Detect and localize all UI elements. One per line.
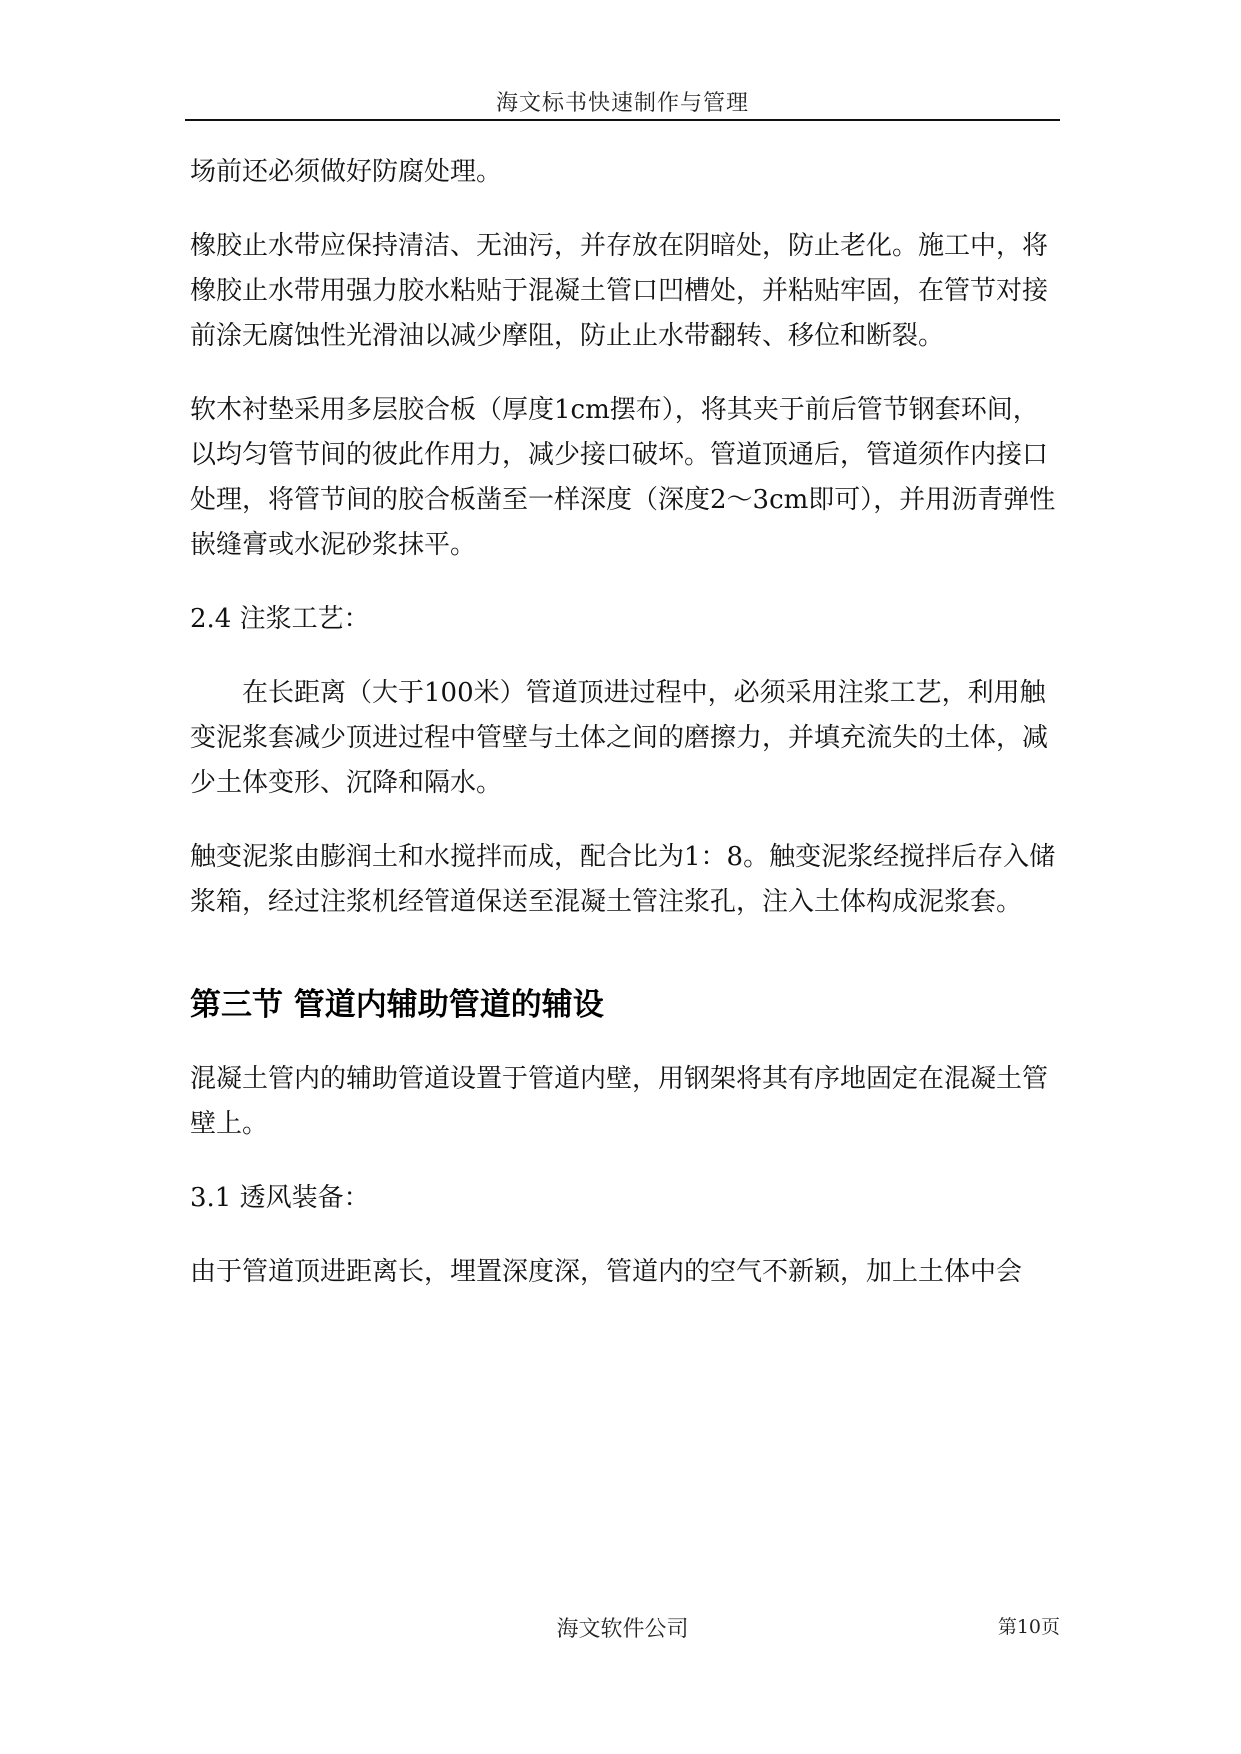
paragraph-ventilation: 由于管道顶进距离长，埋置深度深，管道内的空气不新颖，加上土体中会 bbox=[190, 1257, 1023, 1287]
paragraph-anticorrosion: 场前还必须做好防腐处理。 bbox=[190, 157, 503, 187]
page-header-title: 海文标书快速制作与管理 bbox=[495, 91, 749, 116]
paragraph-grouting-process: 在长距离（大于100米）管道顶进过程中，必须采用注浆工艺，利用触变泥浆套减少顶进过程中管壁与土体之间的磨擦力，并填充流失的土体，减少土体变形、沉降和隔水。 bbox=[190, 678, 1049, 798]
paragraph-rubber-waterstop: 橡胶止水带应保持清洁、无油污，并存放在阴暗处，防止老化。施工中，将橡胶止水带用强力胶水粘贴于混凝土管口凹槽处，并粘贴牢固，在管节对接前涂无腐蚀性光滑油以减少摩阻，防止止水带翻转、移位和断裂。 bbox=[190, 231, 1049, 351]
footer-company: 海文软件公司 bbox=[556, 1617, 689, 1642]
paragraph-thixotropic-slurry: 触变泥浆由膨润土和水搅拌而成，配合比为1：8。触变泥浆经搅拌后存入储浆箱，经过注浆机经管道保送至混凝土管注浆孔，注入土体构成泥浆套。 bbox=[190, 842, 1056, 917]
subheading-ventilation: 3.1 透风装备： bbox=[190, 1183, 370, 1213]
page-number: 第10页 bbox=[997, 1616, 1060, 1638]
paragraph-auxiliary-pipes: 混凝土管内的辅助管道设置于管道内壁，用钢架将其有序地固定在混凝土管壁上。 bbox=[190, 1064, 1049, 1139]
document-body bbox=[190, 150, 1060, 1324]
subheading-grouting: 2.4 注浆工艺： bbox=[190, 604, 370, 634]
section-heading: 第三节 管道内辅助管道的辅设 bbox=[190, 987, 604, 1023]
header-divider bbox=[185, 119, 1060, 121]
paragraph-cork-gasket: 软木衬垫采用多层胶合板（厚度1cm摆布），将其夹于前后管节钢套环间，以均匀管节间的彼此作用力，减少接口破坏。管道顶通后，管道须作内接口处理，将管节间的胶合板凿至一样深度（深度2～3cm即可），并用沥青弹性嵌缝膏或水泥砂浆抹平。 bbox=[190, 395, 1056, 560]
